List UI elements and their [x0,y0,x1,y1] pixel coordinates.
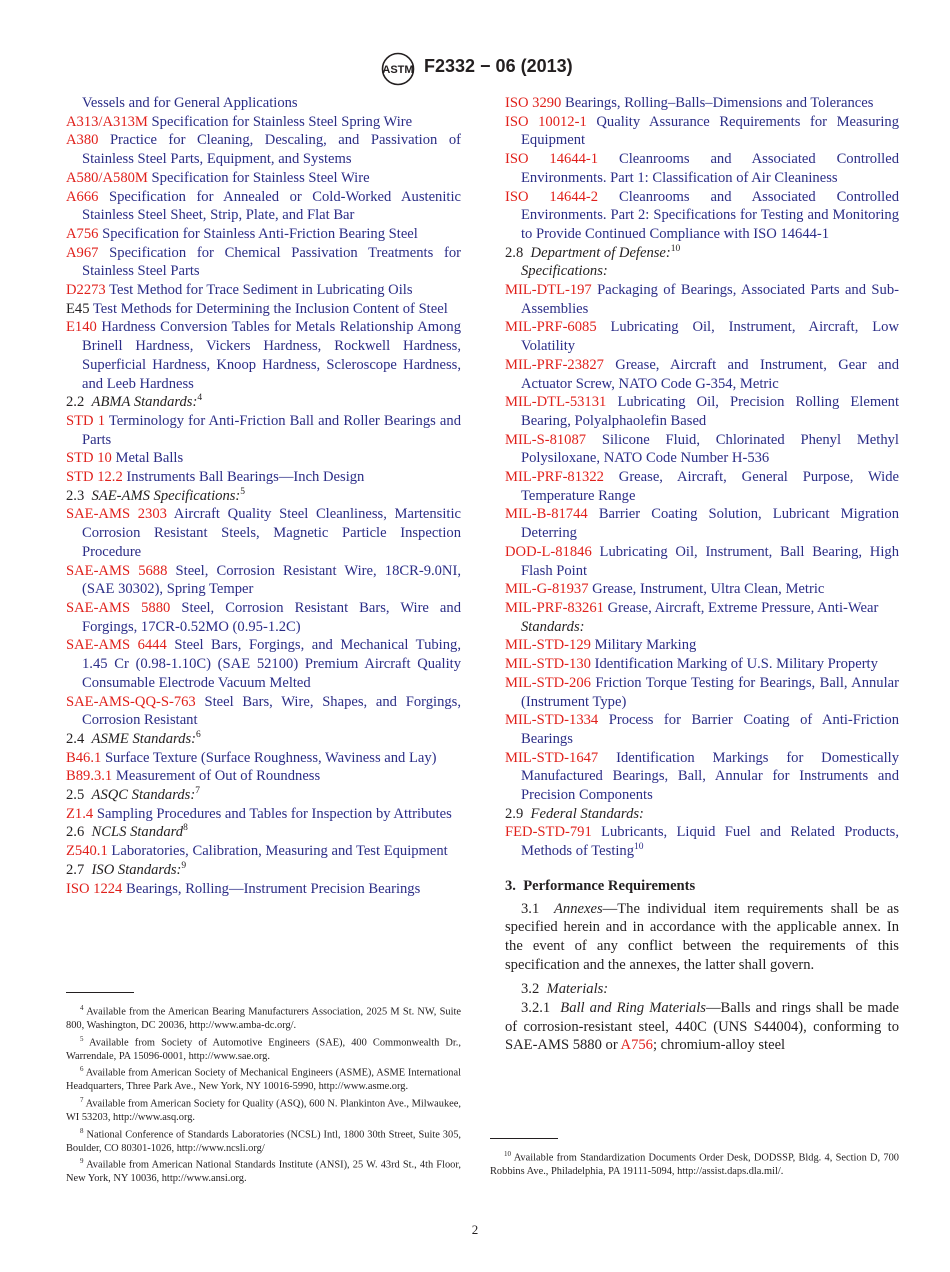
reference-entry [66,636,461,692]
footnote-text: Available from American National Standards Institute (ANSI), 25 W. 43rd St., 4th Floor, New York, NY 10036, http://www.ansi.org. [66,1159,461,1185]
footnote [66,1125,461,1156]
reference-entry [66,449,461,468]
reference-title[interactable]: Grease, Aircraft, General Purpose, Wide Temperature Range [521,469,899,504]
reference-entry [66,169,461,188]
reference-code[interactable]: STD 1 [66,412,105,429]
reference-code[interactable]: MIL-PRF-6085 [505,319,597,336]
reference-entry [505,356,899,393]
reference-entry [505,393,899,430]
reference-code[interactable]: B89.3.1 [66,768,113,785]
section-2-6: 2.6 NCLS Standard$^8$ [66,823,188,841]
reference-entry [66,131,461,168]
astm-standards-list [66,113,461,394]
reference-code[interactable]: E45 [66,300,90,317]
reference-code[interactable]: ISO 14644-1 [505,151,599,168]
reference-entry [505,281,899,318]
reference-title[interactable]: Silicone Fluid, Chlorinated Phenyl Methyl Polysiloxane, NATO Code Number H-536 [521,431,899,467]
asme-standards-list [66,749,461,786]
section-2-4: 2.4 ASME Standards:$^6$ [66,730,201,747]
reference-code[interactable]: A380 [66,132,99,149]
reference-code[interactable]: ISO 3290 [505,95,562,111]
reference-entry [66,805,461,824]
standards-subheading: Standards: [521,618,585,635]
footnote [66,1063,461,1094]
reference-title[interactable]: Cleanrooms and Associated Controlled Environments. Part 2: Specifications for Testing and Monitoring to Provide Continued Compliance with ISO 14644-1 [521,188,899,242]
page-header [0,52,950,88]
reference-code[interactable]: A967 [66,244,99,261]
a756-link[interactable]: A756 [620,1037,653,1054]
right-column [505,94,899,1055]
iso-standards-list-left [66,880,461,899]
reference-title[interactable]: Laboratories, Calibration, Measuring and Test Equipment [111,843,448,860]
reference-entry [66,188,461,225]
reference-code[interactable]: MIL-S-81087 [505,431,587,448]
reference-entry [66,749,461,768]
footnote-text: Available from the American Bearing Manufacturers Association, 2025 M St. NW, Suite 800, Washington, DC 20036, http://www.amba-dc.org/. [66,1006,461,1032]
footnote-number: 4 [80,1004,84,1012]
reference-title[interactable]: Practice for Cleaning, Descaling, and Passivation of Stainless Steel Parts, Equipment, and Systems [82,132,461,168]
footnote-number: 9 [80,1157,84,1166]
reference-title[interactable]: Grease, Aircraft, Extreme Pressure, Anti-Wear [607,599,879,616]
footnote-number: 5 [80,1034,84,1043]
reference-title[interactable]: Packaging of Bearings, Associated Parts and Sub-Assemblies [521,282,899,317]
reference-code[interactable]: B46.1 [66,749,102,766]
reference-entry [66,113,461,132]
svg-text:ASTM: ASTM [382,64,414,76]
reference-entry [505,543,899,580]
footnote-number: 8 [80,1126,84,1135]
reference-title[interactable]: Bearings, Rolling—Instrument Precision Bearings [126,880,421,897]
reference-title[interactable]: Steel Bars, Wire, Shapes, and Forgings, Corrosion Resistant [82,693,461,729]
footnote-text: Available from American Society for Quality (ASQ), 600 N. Plankinton Ave., Milwaukee, WI 53203, http://www.asq.org. [66,1098,461,1124]
reference-title[interactable]: Hardness Conversion Tables for Metals Relationship Among Brinell Hardness, Vickers Hardness, Rockwell Hardness, Superficial Hardness, Knoop Hardness, Scleroscope Hardness, and Leeb Hardness [82,319,461,392]
footnote [66,1094,461,1125]
reference-code[interactable]: STD 12.2 [66,469,123,486]
abma-standards-list [66,412,461,487]
reference-code[interactable]: SAE-AMS 5880 [66,599,171,616]
reference-title[interactable]: Specification for Chemical Passivation Treatments for Stainless Steel Parts [82,244,462,280]
reference-title[interactable]: Specification for Stainless Steel Wire [151,169,370,186]
document-id: F2332 − 06 (2013) [424,56,573,76]
reference-code[interactable]: ISO 1224 [66,880,123,897]
reference-entry [66,412,461,449]
reference-code[interactable]: MIL-B-81744 [505,506,588,523]
reference-code[interactable]: MIL-PRF-81322 [505,469,604,486]
reference-entry [505,468,899,505]
footnote-number: 10 [504,1150,511,1158]
reference-entry [505,318,899,355]
reference-entry [505,505,899,542]
reference-entry [505,580,899,599]
reference-title[interactable]: Identification Marking of U.S. Military Property [594,656,878,673]
reference-code[interactable]: MIL-DTL-53131 [505,394,607,411]
reference-title[interactable]: Measurement of Out of Roundness [115,768,321,785]
reference-title[interactable]: Lubricating Oil, Instrument, Aircraft, Low Volatility [521,319,899,355]
footnote-number: 6 [80,1065,84,1074]
reference-code[interactable]: A580/A580M [66,169,148,186]
reference-code[interactable]: SAE-AMS 5688 [66,562,168,579]
reference-code[interactable]: SAE-AMS 6444 [66,637,167,654]
reference-entry [505,150,899,187]
reference-code[interactable]: STD 10 [66,450,112,467]
reference-entry [66,244,461,281]
reference-entry [505,113,899,150]
reference-entry [66,599,461,636]
reference-entry [66,693,461,730]
footnote-text: Available from Standardization Documents Order Desk, DODSSP, Bldg. 4, Section D, 700 Robbins Ave., Philadelphia, PA 19111-5094, http://assist.daps.dla.mil/. [490,1152,899,1178]
specifications-subheading: Specifications: [521,263,608,280]
reference-entry [505,431,899,468]
footnote [66,1002,461,1033]
reference-entry [66,281,461,300]
reference-entry [66,562,461,599]
reference-entry [505,94,899,113]
reference-code[interactable]: SAE-AMS-QQ-S-763 [66,693,196,710]
sae-standards-list [66,505,461,729]
paragraph-3-2-1: 3.2.1 Ball and Ring Materials—Balls and rings shall be made of corrosion-resistant steel, 440C (UNS S44004), conforming to SAE-AMS 5880 or A756; chromium-alloy steel [505,1000,899,1054]
reference-title[interactable]: Identification Markings for Domestically Manufactured Bearings, Ball, Annular for Instruments and Precision Components [521,749,899,804]
reference-title[interactable]: Steel Bars, Forgings, and Mechanical Tubing, 1.45 Cr (0.98-1.10C) (SAE 52100) Premium Aircraft Quality Consumable Electrode Vacuum Melted [82,637,461,691]
reference-code[interactable]: Z540.1 [66,843,108,860]
footnote-divider-right [490,1138,558,1139]
reference-title[interactable]: Terminology for Anti-Friction Ball and Roller Bearings and Parts [82,412,462,448]
reference-code[interactable]: Z1.4 [66,805,94,822]
reference-entry [505,674,899,711]
reference-code[interactable]: DOD-L-81846 [505,543,592,560]
left-column [66,94,461,898]
reference-code[interactable]: MIL-STD-129 [505,637,591,654]
reference-title[interactable]: Lubricating Oil, Precision Rolling Element Bearing, Polyalphaolefin Based [521,394,900,429]
footnote-number: 7 [80,1095,84,1104]
reference-title[interactable]: Specification for Stainless Anti-Friction Bearing Steel [102,225,418,242]
reference-entry [66,225,461,244]
reference-code[interactable]: MIL-DTL-197 [505,282,592,299]
footnote-text: Available from Society of Automotive Engineers (SAE), 400 Commonwealth Dr., Warrendale, PA 15096-0001, http://www.sae.org. [66,1037,462,1062]
footnote-text: Available from American Society of Mechanical Engineers (ASME), ASME International Headquarters, Three Park Ave., New York, NY 10016-5990, http://www.asme.org. [66,1067,462,1093]
reference-title[interactable]: Cleanrooms and Associated Controlled Environments. Part 1: Classification of Air Cleaniness [521,151,899,186]
reference-title[interactable]: Lubricants, Liquid Fuel and Related Products, Methods of Testing [521,824,899,860]
reference-code[interactable]: FED-STD-791 [505,824,592,841]
dod-standards-list [505,636,899,804]
reference-code[interactable]: A313/A313M [66,113,148,130]
reference-title[interactable]: Surface Texture (Surface Roughness, Waviness and Lay) [104,749,437,766]
section-3-heading: 3. Performance Requirements [505,877,696,894]
reference-entry [66,842,461,861]
reference-title[interactable]: Grease, Aircraft and Instrument, Gear and Actuator Screw, NATO Code G-354, Metric [521,356,899,392]
reference-code[interactable]: ISO 10012-1 [505,113,587,130]
reference-entry [66,468,461,487]
section-2-9: 2.9 Federal Standards: [505,805,644,822]
section-2-3: 2.3 SAE-AMS Specifications:$^5$ [66,486,246,504]
paragraph-3-2: 3.2 Materials: [521,981,609,998]
reference-title[interactable]: Metal Balls [115,450,184,467]
reference-code[interactable]: ISO 14644-2 [505,188,599,205]
reference-title[interactable]: Aircraft Quality Steel Cleanliness, Martensitic Corrosion Resistant Steels, Magnetic Particle Inspection Procedure [82,506,462,560]
reference-entry-fed-std-791 [505,823,899,860]
reference-title[interactable]: Steel, Corrosion Resistant Wire, 18CR-9.0NI, (SAE 30302), Spring Temper [82,562,461,598]
dod-specifications-list [505,281,899,618]
reference-title[interactable]: Process for Barrier Coating of Anti-Friction Bearings [521,712,899,747]
reference-code[interactable]: MIL-PRF-23827 [505,356,604,373]
reference-title[interactable]: Quality Assurance Requirements for Measuring Equipment [521,113,900,149]
footnote [66,1033,461,1064]
reference-entry [66,767,461,786]
reference-entry [66,300,461,319]
reference-code[interactable]: A666 [66,188,99,205]
iso-standards-list [505,94,899,244]
reference-title[interactable]: Friction Torque Testing for Bearings, Ball, Annular (Instrument Type) [521,674,900,710]
reference-code[interactable]: MIL-PRF-83261 [505,599,604,616]
reference-entry [505,749,899,805]
section-2-5: 2.5 ASQC Standards:$^7$ [66,786,200,804]
reference-code[interactable]: MIL-STD-1334 [505,712,599,729]
footnotes-right [490,1148,899,1179]
reference-entry [66,318,461,393]
reference-entry [66,880,461,899]
reference-code[interactable]: MIL-G-81937 [505,581,589,598]
reference-title[interactable]: Sampling Procedures and Tables for Inspection by Attributes [96,805,452,822]
reference-code[interactable]: A756 [66,225,99,242]
section-2-8: 2.8 Department of Defense:$^{10}$ [505,243,681,261]
reference-title[interactable]: Military Marking [594,637,697,654]
astm-logo-icon [380,52,416,86]
section-2-2: 2.2 ABMA Standards:$^4$ [66,393,203,411]
reference-code[interactable]: MIL-STD-206 [505,674,591,691]
page-number: 2 [471,1222,479,1237]
reference-title[interactable]: Specification for Stainless Steel Spring Wire [151,113,413,130]
reference-title[interactable]: Steel, Corrosion Resistant Bars, Wire and Forgings, 17CR-0.52MO (0.95-1.2C) [82,599,462,635]
reference-title[interactable]: Test Method for Trace Sediment in Lubricating Oils [109,282,413,299]
reference-entry [505,599,899,618]
asqc-standards-list [66,805,461,824]
reference-entry [66,505,461,561]
reference-title[interactable]: Instruments Ball Bearings—Inch Design [126,469,365,486]
footnote-text: National Conference of Standards Laboratories (NCSL) Intl, 1800 30th Street, Suite 305, Boulder, CO 80301-1026, http://www.ncsli.org/ [66,1129,461,1154]
reference-code[interactable]: MIL-STD-130 [505,656,591,673]
footnote [66,1155,461,1186]
reference-title[interactable]: Specification for Annealed or Cold-Worked Austenitic Stainless Steel Sheet, Strip, Plate, and Flat Bar [82,188,462,224]
section-2-7: 2.7 ISO Standards:$^9$ [66,860,187,878]
ncls-standards-list [66,842,461,861]
paragraph-3-1: 3.1 Annexes—The individual item requirements shall be as specified herein and in accordance with the applicable annex. In the event of any conflict between the requirements of this specification and the annexes, the latter shall govern. [505,900,900,973]
reference-title[interactable]: Grease, Instrument, Ultra Clean, Metric [592,581,825,598]
continued-entry: Vessels and for General Applications [82,95,298,111]
footnote-divider-left [66,992,134,993]
reference-code[interactable]: D2273 [66,282,106,299]
reference-entry [505,711,899,748]
reference-title[interactable]: Bearings, Rolling–Balls–Dimensions and Tolerances [565,95,874,111]
reference-title[interactable]: Barrier Coating Solution, Lubricant Migration Deterring [521,506,899,542]
reference-code[interactable]: SAE-AMS 2303 [66,506,167,523]
footnote-ref: 10 [634,842,644,853]
reference-title[interactable]: Lubricating Oil, Instrument, Ball Bearing, High Flash Point [521,543,899,579]
reference-entry [505,188,899,244]
footnotes-left [66,1002,461,1186]
reference-entry [505,636,899,655]
reference-entry [505,655,899,674]
footnote [490,1148,899,1179]
reference-code[interactable]: MIL-STD-1647 [505,749,599,766]
reference-title[interactable]: Test Methods for Determining the Inclusion Content of Steel [92,300,448,317]
reference-code[interactable]: E140 [66,319,97,336]
